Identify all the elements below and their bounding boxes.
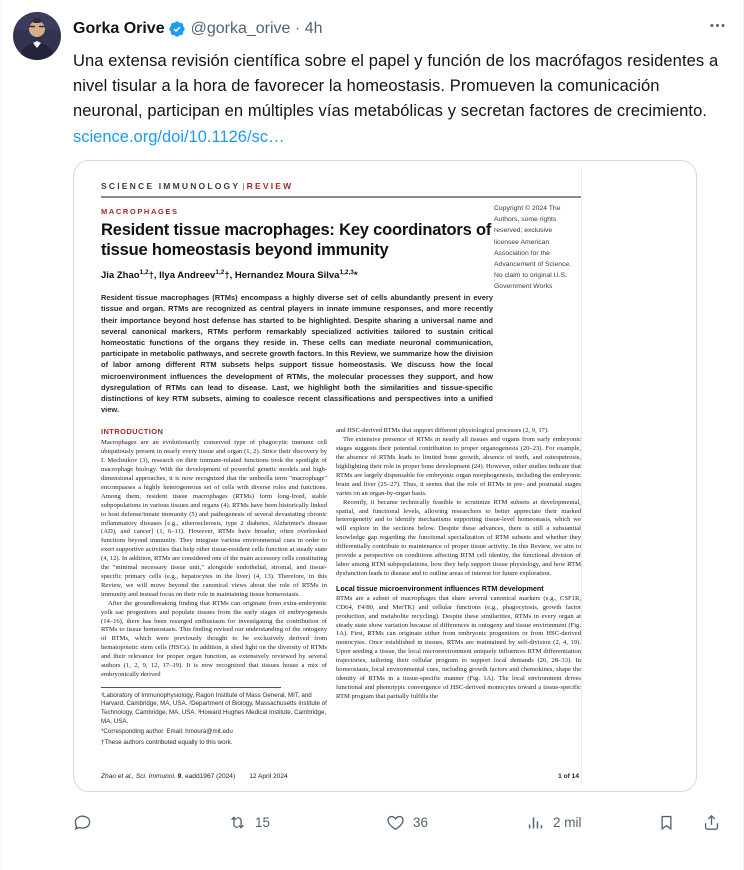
action-bar-end [657,813,721,832]
tweet-link[interactable]: science.org/doi/10.1126/sc… [73,128,285,146]
journal-name: SCIENCE IMMUNOLOGY [101,181,241,191]
reply-icon [73,813,92,832]
paper-body-columns [101,427,581,792]
separator-dot: · [294,19,301,37]
tweet-content [73,12,729,840]
reply-button[interactable] [73,813,228,832]
author-1-affil: 1,2 [139,269,149,276]
tweet [13,12,729,840]
microenvironment-subheading: Local tissue microenvironment influences RTM development [336,583,544,593]
footnote-rule [101,687,281,688]
author-1-mark: †, [148,270,160,282]
like-icon [386,813,405,832]
share-icon [702,813,721,832]
right-paragraph-3: RTMs are a subset of macrophages that share several canonical markers (e.g., CSF1R, CD64, F4/80, and MerTK) and cellular functions (e.g., phagocytosis, growth factor production, and metabolite recycling). Despite these similarities, RTMs in every organ at steady state show variation because of differences in ontogeny and tissue environment (Fig. 1A). First, RTMs can originate either from embryonic progenitors or from HSC-derived monocytes. Once established in tissues, RTMs are maintained by self-division (2, 4, 19). Upon seeding a tissue, the local microenvironment uniquely influences RTM differentiation trajectories, tailoring their cellular program to support local demands (26, 28–33). In homeostasis, local environmental cues, including growth factors and chemokines, shape the identity of RTMs in a tissue-specific manner (Fig. 1A). The local environment drives functional and phenotypic convergence of HSC-derived monocytes toward a tissue-specific RTM program that partially fulfills the [336,594,581,700]
paper-authors [101,269,696,281]
avatar-photo [13,12,61,60]
author-2: Ilya Andreev [159,270,216,282]
share-button[interactable] [702,813,721,832]
repost-count: 15 [255,814,271,830]
avatar[interactable] [13,12,61,60]
bookmark-button[interactable] [657,813,676,832]
corresponding-author-footnote: *Corresponding author. Email: hmoura@mit.edu [101,728,233,736]
like-button[interactable] [386,813,526,832]
handle-and-time[interactable] [191,19,323,39]
more-button[interactable] [706,14,729,43]
like-count: 36 [413,814,429,830]
masthead-pipe: | [242,181,245,191]
page-edge-line [581,167,582,785]
tweet-action-bar [73,804,721,840]
views-icon [526,813,545,832]
right-paragraph-1: The extensive presence of RTMs in nearly all tissues and organs from early embryonic stages suggests their potential contribution to proper organogenesis (20–23). For example, the absence of RTMs leads to limited bone growth, absence of teeth, and osteopetrosis, highlighting their role in proper bone development (24). However, other studies indicate that RTMs are largely dispensable for embryonic organ morphogenesis, including the embryonic brain and liver (25–27). Thus, it seems that the role of RTMs in pre- and postnatal stages varies on an organ-by-organ basis. [336,436,581,497]
citation-volume: 9 [177,773,182,780]
views-button[interactable] [526,813,656,832]
avatar-column [13,12,61,840]
publication-date: 12 April 2024 [249,773,288,780]
display-name[interactable]: Gorka Orive [73,19,165,37]
paper-left-column [101,427,327,792]
bookmark-icon [657,813,676,832]
citation-authors: Zhao et al., [101,773,136,780]
right-paragraph-2: Recently, it became technically feasible to scrutinize RTM subsets at developmental, spatial, and functional levels, allowing researchers to better appreciate their marked heterogeneity and to identify mechanisms supporting tissue-level homeostasis, which we will explore in the sections below. Despite these advances, there is still a substantial knowledge gap regarding the functional specialization of RTM subsets and whether they differentially contribute to maintenance of proper tissue activity. In this Review, we aim to provide a perspective on conditions affecting RTM cell identity, the functional division of labor among RTM subpopulations, how they help support tissue physiology, and how RTM dysfunction leads to disease and to outline areas of interest for future exploration. [336,498,581,577]
tweet-header [73,14,729,43]
author-1: Jia Zhao [101,270,140,282]
intro-paragraph-2: After the groundbreaking finding that RTMs can originate from extra-embryonic yolk sac progenitors and populate tissues from the early stages of embryogenesis (14–16), there has been resurged enthusiasm for investigating the contribution of RTMs to tissue homeostasis. This finding revised our understanding of the ontogeny of RTMs, which were previously thought to be exclusively derived from hematopoietic stem cells (HSCs). In addition, it shed light on the diversity of RTMs and their relevance for proper organ function, as extensively reviewed by several authors (1, 2, 9, 12, 17–19). It is now recognized that tissues house a mix of embryonically derived [101,599,327,678]
verified-badge-icon [168,20,186,38]
ellipsis-icon [708,16,727,35]
citation-line [101,773,288,780]
handle[interactable]: @gorka_orive [190,19,291,37]
copyright-notice: Copyright © 2024 The Authors, some rights reserved; exclusive licensee American Association for the Advancement of Science. No claim to original U.S. Government Works [494,205,572,291]
author-3: Hernandez Moura Silva [234,270,340,282]
paper-abstract: Resident tissue macrophages (RTMs) encompass a highly diverse set of cells abundantly present in every tissue and organ. RTMs are recognized as central players in innate immune responses, and more recently their importance beyond host defense has started to be highlighted. Despite sharing a universal name and several canonical markers, RTMs perform remarkably specialized activities tailored to sustain critical homeostatic functions of the organs they reside in. These cells can mediate neuronal communication, participate in metabolic pathways, and secrete growth factors. In this Review, we summarize how the division of labor among different RTM subsets helps support tissue homeostasis. We discuss how the local microenvironment influences the development of RTMs, the molecular processes they support, and how dysregulation of RTMs can lead to disease. Last, we highlight both the similarities and tissue-specific distinctions of key RTM subsets, aiming to coalesce recent classifications and perspectives into a unified view. [101,293,493,415]
article-type: REVIEW [246,181,294,191]
paper-footer [101,773,579,780]
paper-right-column [336,427,581,792]
view-count: 2 mil [553,814,582,830]
masthead-rule [101,196,581,198]
author-2-affil: 1,2 [215,269,225,276]
paper-masthead [101,181,696,191]
author-3-affil: 1,2,3 [339,269,354,276]
paper-page-image [74,161,696,791]
tweet-body-text: Una extensa revisión científica sobre el papel y función de los macrófagos residentes a nivel tisular a la hora de favorecer la homeostasis. Promueven la comunicación neuronal, participan en múltiples vías metabólicas y secretan factores de crecimiento. [73,52,719,120]
citation-journal: Sci. Immunol. [135,773,178,780]
author-2-mark: †, [224,270,235,282]
paper-title: Resident tissue macrophages: Key coordinators of tissue homeostasis beyond immunity [101,221,492,259]
paper-section-label: MACROPHAGES [101,207,179,216]
citation-id: , eadd1967 (2024) [181,773,236,780]
introduction-heading: INTRODUCTION [101,427,164,437]
repost-button[interactable] [228,813,386,832]
author-3-mark: * [353,270,358,282]
page-number: 1 of 14 [558,773,579,780]
affiliations-footnote: ¹Laboratory of Immunophysiology, Ragon Institute of Mass General, MIT, and Harvard, Cambridge, MA, USA. ²Department of Biology, Massachusetts Institute of Technology, Cambridge, MA, USA. ³Howard Hughes Medical Institute, Cambridge, MA, USA. [101,691,327,725]
intro-paragraph-1: Macrophages are an evolutionarily conserved type of phagocytic immune cell ubiquitously present in nearly every tissue and organ (1, 2). Since their discovery by I. Mechnikov (3), research on their immune-related functions took the spotlight of macrophage biology. With the development of powerful genetic models and high-dimensional approaches, it is now recognized that the umbrella term "macrophage" encompasses a highly heterogeneous set of cells with diverse roles and functions. Among them, resident tissue macrophages (RTMs) form long-lived, stable subpopulations in various tissues and organs (4). RTMs have been historically linked to host defense/innate immunity (5) and pathogenesis of several devastating chronic inflammatory diseases [e.g., atherosclerosis, type 2 diabetes, Alzheimer's disease (AD), and cancer] (1, 6–11). However, RTMs have broader, often overlooked functions beyond immunity. They integrate various environmental cues in order to exert supportive activities that help other tissue-resident cells function at steady state (4, 12). In addition, RTMs are considered one of the main accessory cells constituting the "minimal necessary tissue unit," alongside endothelial, stromal, and tissue-specific primary cells (e.g., hepatocytes in the liver) (4, 13). Therefore, in this Review, we will move beyond the canonical views about the role of RTMs in immunity and instead focus on their role in maintaining tissue homeostasis. [101,439,327,598]
right-paragraph-0: and HSC-derived RTMs that support different physiological processes (2, 9, 17). [336,427,549,435]
repost-icon [228,813,247,832]
equal-contribution-footnote: †These authors contributed equally to this work. [101,738,233,746]
timestamp[interactable]: 4h [304,19,323,37]
embedded-media-card[interactable] [73,160,697,792]
